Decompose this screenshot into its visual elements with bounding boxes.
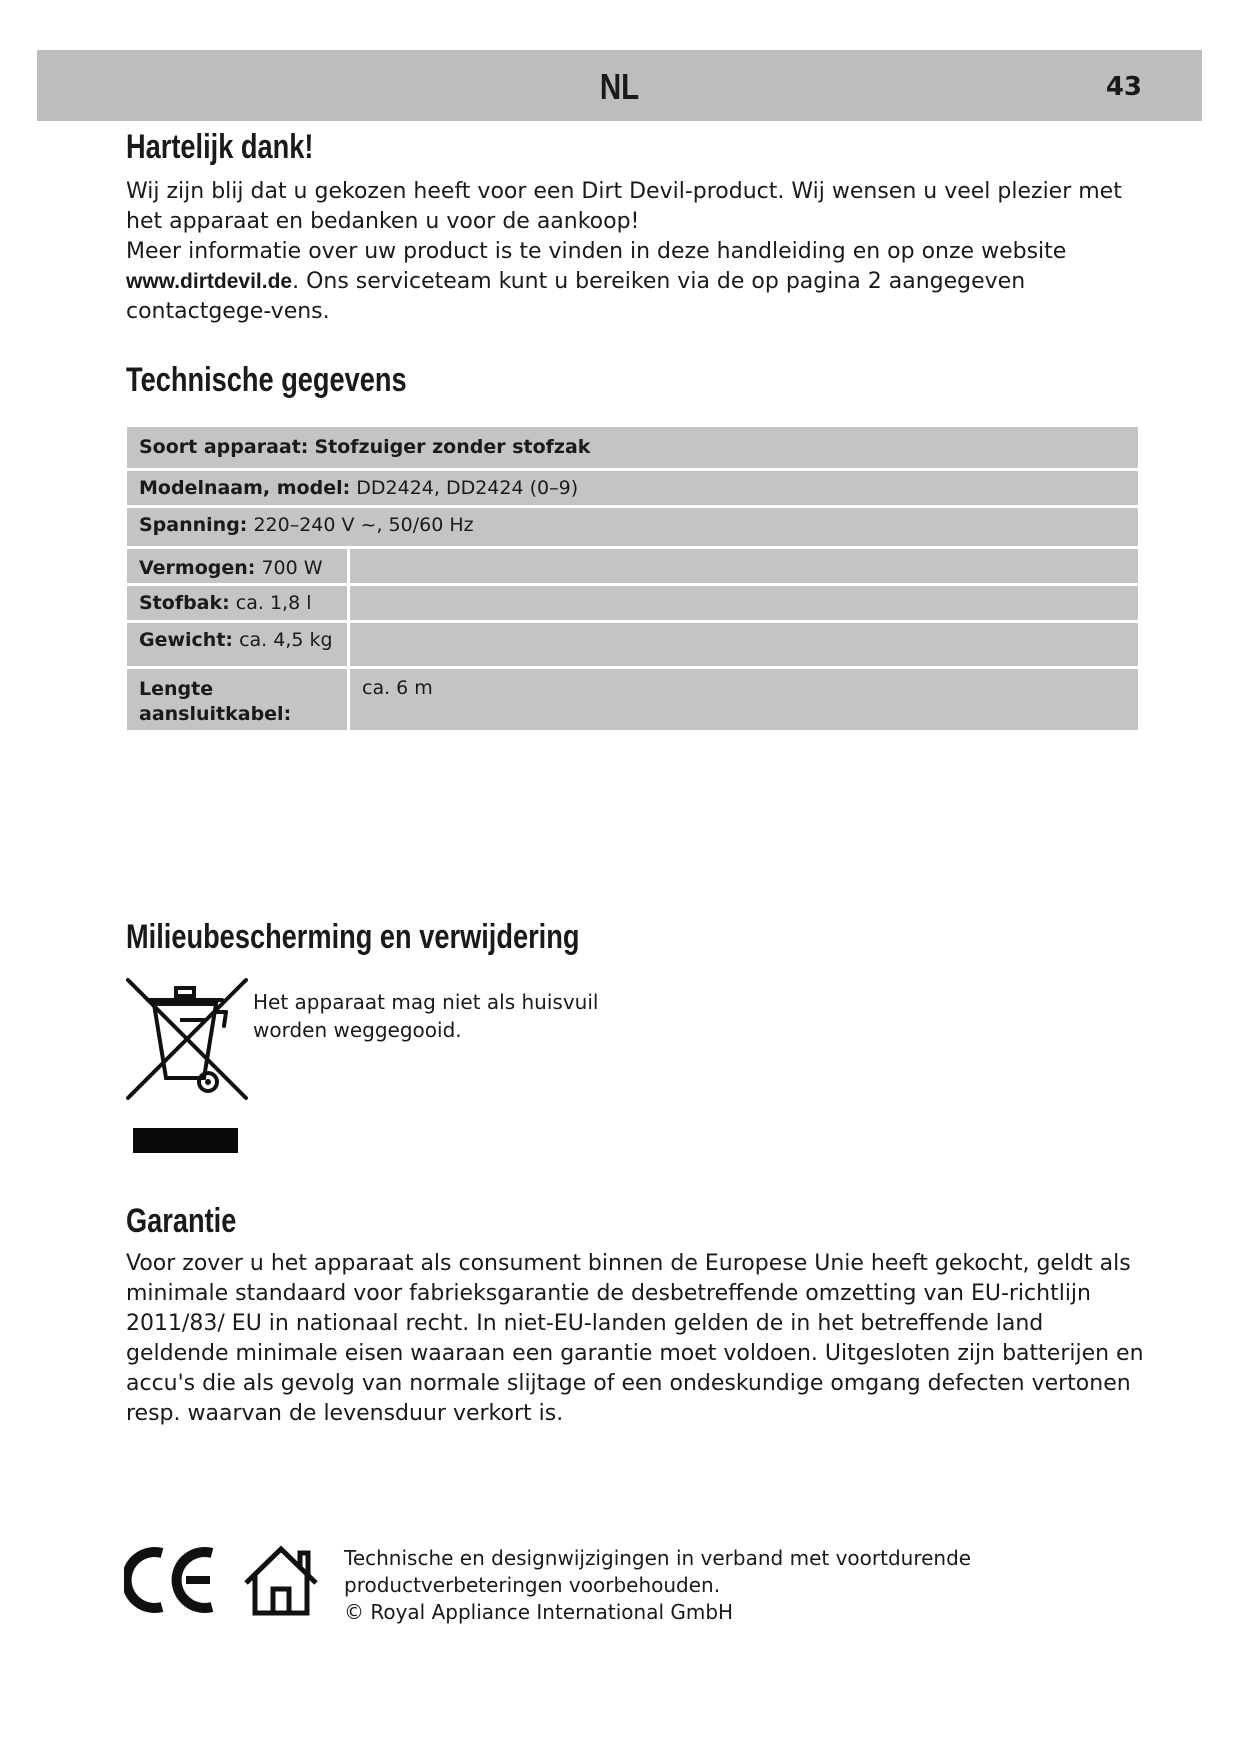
website-link[interactable]: www.dirtdevil.de <box>126 270 293 293</box>
table-cell: Modelnaam, model: DD2424, DD2424 (0–9) <box>127 470 1138 507</box>
table-cell: Spanning: 220–240 V ~, 50/60 Hz <box>127 507 1138 548</box>
footer-changes-note: Technische en designwijzigingen in verband met voortdurende productverbeteringen voorbehouden. <box>344 1546 972 1597</box>
table-row <box>127 507 1138 548</box>
warranty-heading: Garantie <box>126 1202 237 1240</box>
table-cell: Soort apparaat: Stofzuiger zonder stofzak <box>127 426 1138 470</box>
thanks-text <box>126 177 1146 327</box>
table-cell-empty <box>349 622 1139 668</box>
table-row <box>127 622 1138 668</box>
footer-note <box>344 1545 1144 1626</box>
table-cell: Vermogen: 700 W <box>127 548 349 585</box>
language-code: NL <box>599 66 640 107</box>
footer-copyright: © Royal Appliance International GmbH <box>344 1600 734 1624</box>
table-cell-empty <box>349 548 1139 585</box>
technical-heading: Technische gegevens <box>126 361 407 399</box>
indoor-use-house-icon <box>242 1545 320 1617</box>
table-row <box>127 548 1138 585</box>
table-cell-empty <box>349 585 1139 622</box>
table-cell: Stofbak: ca. 1,8 l <box>127 585 349 622</box>
ce-mark-icon <box>124 1545 218 1615</box>
table-row <box>127 426 1138 470</box>
table-row <box>127 668 1138 730</box>
page-header <box>37 50 1202 121</box>
weee-black-bar <box>133 1128 238 1153</box>
table-row <box>127 585 1138 622</box>
disposal-note: Het apparaat mag niet als huisvuil worden weggegooid. <box>253 990 599 1042</box>
crossed-out-wheelie-bin-icon <box>126 978 248 1102</box>
page-number: 43 <box>1105 72 1142 102</box>
table-row <box>127 470 1138 507</box>
thanks-paragraph-1: Wij zijn blij dat u gekozen heeft voor een Dirt Devil-product. Wij wensen u veel plezier met het apparaat en bedanken u voor de aankoop! <box>126 179 1122 234</box>
environment-heading: Milieubescherming en verwijdering <box>126 918 580 956</box>
table-cell: Lengte aansluitkabel: <box>127 668 349 730</box>
thanks-heading: Hartelijk dank! <box>126 128 314 166</box>
technical-data-table <box>127 424 1138 730</box>
thanks-paragraph-2: Meer informatie over uw product is te vinden in deze handleiding en op onze website www.dirtdevil.de. Ons serviceteam kunt u bereiken via de op pagina 2 aangegeven contactgege-vens. <box>126 239 1067 324</box>
table-cell: Gewicht: ca. 4,5 kg <box>127 622 349 668</box>
warranty-text: Voor zover u het apparaat als consument binnen de Europese Unie heeft gekocht, geldt als minimale standaard voor fabrieksgarantie de desbetreffende omzetting van EU-richtlijn 2011/83/ EU in nationaal recht. In niet-EU-landen gelden de in het betreffende land geldende minimale eisen waaraan een garantie moet voldoen. Uitgesloten zijn batterijen en accu's die als gevolg van normale slijtage of een ondeskundige omgang defecten vertonen resp. waarvan de levensduur verkort is. <box>126 1251 1144 1426</box>
table-cell: ca. 6 m <box>349 668 1139 730</box>
